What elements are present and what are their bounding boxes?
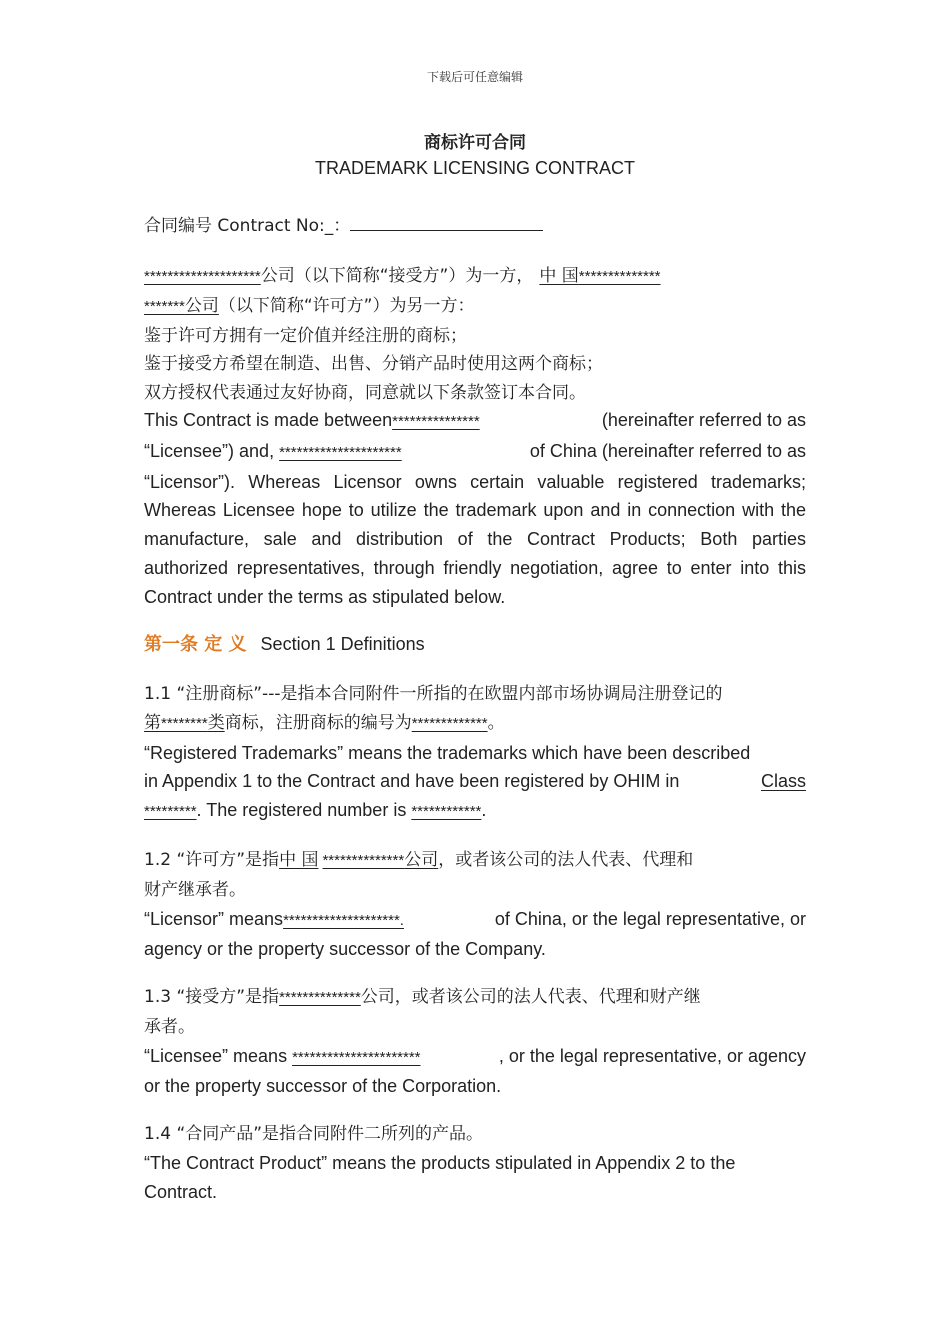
- title-chinese: 商标许可合同: [424, 133, 526, 153]
- preamble-en: [144, 406, 806, 612]
- header-note: 下载后可任意编辑: [426, 70, 523, 84]
- def-1-3-stars: **************: [279, 989, 361, 1006]
- def-1-1-en-line1: “Registered Trademarks” means the trademarks which have been described: [144, 742, 751, 763]
- def-1-4-en-line1: “The Contract Product” means the products stipulated in Appendix 2 to the: [144, 1152, 736, 1173]
- section-1-title-zh: 第一条 定 义: [144, 634, 247, 655]
- preamble-en-p2a: “Licensee”) and,: [144, 440, 275, 461]
- section-1-heading: [144, 630, 425, 659]
- def-1-1-en-class: Class: [760, 771, 806, 792]
- def-1-2-stars: **************: [322, 852, 405, 869]
- def-1-1-en-number-stars: ************: [411, 803, 482, 821]
- def-1-3-zh-a: 1.3 “接受方”是指: [144, 987, 280, 1007]
- def-1-1-en-end: .: [481, 800, 487, 821]
- preamble-en-p1b: (hereinafter referred to as: [601, 410, 806, 430]
- preamble-en-p2b: of China (hereinafter referred to as: [529, 440, 806, 461]
- def-1-2-en-a: “Licensor” means: [144, 908, 284, 929]
- def-1-3-en-a: “Licensee” means: [144, 1045, 293, 1066]
- def-1-2-en-stars: ********************.: [283, 911, 404, 929]
- preamble-en-p1-stars: ***************: [392, 413, 480, 430]
- preamble-en-rest: “Licensor”). Whereas Licensor owns certain valuable registered trademarks; Whereas Licensee hope to utilize the trademark upon and in connection with the manufacture, sale and distribution of the Contract Products; Both parties authorized representatives, through friendly negotiation, agree to enter into this Contract under the terms as stipulated below.: [144, 471, 806, 607]
- definition-1-3: [144, 983, 806, 1101]
- def-1-2-company: 公司: [404, 850, 439, 870]
- def-1-1-en-line3b: . The registered number is: [196, 800, 412, 821]
- preamble-line-3: 鉴于许可方拥有一定价值并经注册的商标；: [144, 325, 467, 346]
- def-1-3-en-stars: **********************: [292, 1048, 421, 1066]
- licensor-stars-a: **************: [578, 268, 661, 285]
- preamble-en-p1a: This Contract is made between: [144, 410, 393, 430]
- preamble-zh: [144, 262, 806, 408]
- def-1-3-en-line2: or the property successor of the Corporation.: [144, 1076, 502, 1097]
- def-1-4-en-line2: Contract.: [144, 1181, 218, 1202]
- def-1-2-zh-b: ，或者该公司的法人代表、代理和: [438, 850, 694, 870]
- def-1-3-en-b: , or the legal representative, or agency: [498, 1045, 806, 1066]
- def-1-4-zh-line1: 1.4 “合同产品”是指合同附件二所列的产品。: [144, 1124, 484, 1144]
- def-1-1-en-class-stars: *********: [144, 803, 197, 821]
- licensee-stars: ********************: [144, 268, 261, 285]
- contract-number-line: [144, 212, 806, 241]
- preamble-line-5: 双方授权代表通过友好协商，同意就以下条款签订本合同。: [144, 383, 586, 404]
- def-1-1-en-line2a: in Appendix 1 to the Contract and have been registered by OHIM in: [144, 771, 680, 792]
- def-1-2-en-line2: agency or the property successor of the Company.: [144, 939, 546, 960]
- preamble-en-p2-stars: *********************: [279, 443, 402, 461]
- def-1-2-zh-a: 1.2 “许可方”是指: [144, 850, 280, 870]
- definition-1-2: [144, 846, 806, 964]
- preamble-text-b: （以下简称“许可方”）为另一方：: [218, 295, 475, 316]
- def-1-3-zh-b: 公司，或者该公司的法人代表、代理和财产继: [360, 987, 701, 1007]
- def-1-1-zh-end: 。: [487, 712, 505, 733]
- def-1-1-class-stars: ********: [161, 714, 208, 732]
- definition-1-4: [144, 1120, 806, 1206]
- preamble-text-a: 公司（以下简称“接受方”）为一方，: [260, 266, 534, 286]
- def-1-1-zh-mid: 商标，注册商标的编号为: [224, 712, 412, 733]
- china-text: 中 国: [539, 266, 579, 286]
- preamble-en-line-2: [144, 437, 806, 468]
- def-1-2-zh-line2: 财产继承者。: [144, 879, 246, 900]
- def-1-3-zh-line2: 承者。: [144, 1016, 195, 1037]
- title-english: TRADEMARK LICENSING CONTRACT: [314, 158, 636, 178]
- licensor-stars-b: *******: [144, 297, 185, 315]
- definition-1-1: [144, 680, 806, 827]
- def-1-1-number-stars: *************: [411, 714, 488, 732]
- def-1-2-en-b: of China, or the legal representative, or: [494, 908, 806, 929]
- def-1-1-class: 类: [207, 712, 225, 733]
- section-1-title-en: Section 1 Definitions: [260, 634, 425, 654]
- preamble-line-4: 鉴于接受方希望在制造、出售、分销产品时使用这两个商标；: [144, 354, 603, 375]
- preamble-en-line-1: [144, 406, 806, 437]
- contract-number-label: 合同编号 Contract No:_：: [144, 216, 351, 236]
- contract-number-blank: [350, 230, 543, 231]
- licensor-company: 公司: [184, 295, 219, 316]
- def-1-1-zh-di: 第: [144, 712, 161, 733]
- def-1-1-zh-line1: 1.1 “注册商标”---是指本合同附件一所指的在欧盟内部市场协调局注册登记的: [144, 684, 723, 704]
- def-1-2-china: 中 国: [279, 850, 319, 870]
